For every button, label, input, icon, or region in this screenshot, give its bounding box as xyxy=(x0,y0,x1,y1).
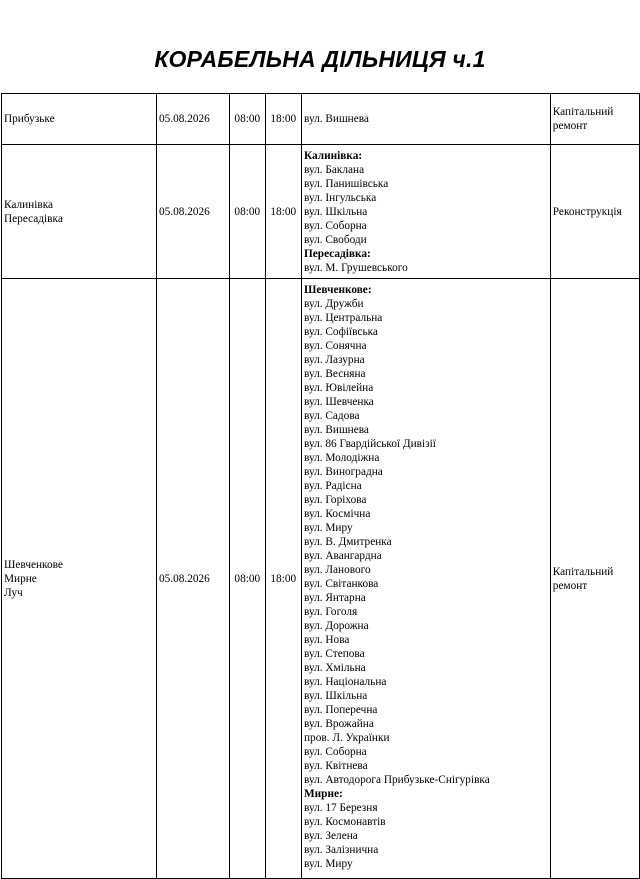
street-item: вул. Космічна xyxy=(304,508,371,520)
date-cell: 05.08.2026 xyxy=(156,145,229,279)
street-item: вул. Ланового xyxy=(304,564,371,576)
street-item: вул. Степова xyxy=(304,648,365,660)
street-item: вул. Виноградна xyxy=(304,466,383,478)
streets-cell xyxy=(302,279,551,879)
reason-text: ремонт xyxy=(552,579,588,592)
street-item: вул. Вишнева xyxy=(304,424,369,436)
street-item: вул. Поперечна xyxy=(304,704,378,716)
street-item: пров. Л. Українки xyxy=(304,732,390,744)
start-time-cell: 08:00 xyxy=(230,279,266,879)
street-item: вул. Янтарна xyxy=(304,592,366,604)
street-item: вул. Миру xyxy=(304,858,353,870)
street-item: вул. Космонавтів xyxy=(304,816,386,828)
street-item: вул. Панишівська xyxy=(304,178,389,190)
outage-schedule-table xyxy=(1,93,640,879)
end-time-cell: 18:00 xyxy=(265,279,301,879)
table-row xyxy=(2,94,640,145)
settlement-group-header: Калинівка: xyxy=(304,150,363,162)
settlement-group-header: Пересадівка: xyxy=(304,248,371,260)
street-item: вул. 17 Березня xyxy=(304,802,378,814)
settlement-group-header: Мирне: xyxy=(304,788,343,800)
settlements-cell xyxy=(2,94,157,145)
street-item: вул. Миру xyxy=(304,522,353,534)
street-item: вул. Квітнева xyxy=(304,760,368,772)
reason-cell xyxy=(550,145,639,279)
street-item: вул. Світанкова xyxy=(304,578,379,590)
street-item: вул. Лазурна xyxy=(304,354,365,366)
street-item: вул. Весняна xyxy=(304,368,366,380)
reason-cell xyxy=(550,279,639,879)
street-item: вул. 86 Гвардійської Дивізії xyxy=(304,438,436,450)
street-item: вул. Нова xyxy=(304,634,350,646)
settlement-name: Прибузьке xyxy=(4,113,55,125)
street-item: вул. Шкільна xyxy=(304,690,368,702)
settlement-name: Пересадівка xyxy=(4,212,63,225)
date-cell: 05.08.2026 xyxy=(156,279,229,879)
street-item: вул. Соборна xyxy=(304,220,367,232)
street-item: вул. Свободи xyxy=(304,234,367,246)
street-item: вул. Радісна xyxy=(304,480,362,492)
reason-cell xyxy=(550,94,639,145)
street-item: вул. Дорожна xyxy=(304,620,369,632)
settlements-cell xyxy=(2,279,157,879)
street-item: вул. Авангардна xyxy=(304,550,382,562)
reason-text: Капітальний xyxy=(552,106,614,118)
table-row xyxy=(2,145,640,279)
street-item: вул. Софіївська xyxy=(304,326,378,338)
settlement-name: Калинівка xyxy=(4,198,54,211)
streets-cell xyxy=(302,94,551,145)
settlement-group-header: Шевченкове: xyxy=(304,284,372,296)
street-item: вул. Садова xyxy=(304,410,360,422)
street-item: вул. Соборна xyxy=(304,746,367,758)
end-time-cell: 18:00 xyxy=(265,94,301,145)
street-item: вул. Шевченка xyxy=(304,396,374,408)
start-time-cell: 08:00 xyxy=(230,145,266,279)
start-time-cell: 08:00 xyxy=(230,94,266,145)
street-item: вул. Хмільна xyxy=(304,662,366,674)
street-item: вул. Центральна xyxy=(304,312,383,324)
reason-text: Реконструкція xyxy=(552,205,622,218)
street-item: вул. Залізнична xyxy=(304,844,379,856)
settlement-name: Луч xyxy=(4,586,23,599)
settlements-cell xyxy=(2,145,157,279)
street-item: вул. Гоголя xyxy=(304,606,358,618)
end-time-cell: 18:00 xyxy=(265,145,301,279)
reason-text: Капітальний xyxy=(552,565,614,578)
street-item: вул. В. Дмитренка xyxy=(304,536,392,548)
street-item: вул. Шкільна xyxy=(304,206,368,218)
streets-cell xyxy=(302,145,551,279)
settlement-name: Мирне xyxy=(4,572,37,585)
street-item: вул. Зелена xyxy=(304,830,358,842)
settlement-name: Шевченкове xyxy=(4,558,63,571)
street-item: вул. Баклана xyxy=(304,164,365,176)
date-cell: 05.08.2026 xyxy=(156,94,229,145)
street-item: вул. Горіхова xyxy=(304,494,367,506)
page-title: КОРАБЕЛЬНА ДІЛЬНИЦЯ ч.1 xyxy=(154,46,486,72)
reason-text: ремонт xyxy=(552,120,588,132)
street-item: вул. Ювілейна xyxy=(304,382,374,394)
street-item: вул. Національна xyxy=(304,676,387,688)
street-item: вул. Врожайна xyxy=(304,718,374,730)
street-item: вул. Автодорога Прибузьке-Снігурівка xyxy=(304,774,490,786)
table-row xyxy=(2,279,640,879)
street-item: вул. Інгульська xyxy=(304,192,377,204)
street-item: вул. Дружби xyxy=(304,298,364,310)
street-item: вул. Сонячна xyxy=(304,340,367,352)
street-item: вул. Молодіжна xyxy=(304,452,380,464)
street-item: вул. Вишнева xyxy=(304,113,369,125)
street-item: вул. М. Грушевського xyxy=(304,262,408,274)
